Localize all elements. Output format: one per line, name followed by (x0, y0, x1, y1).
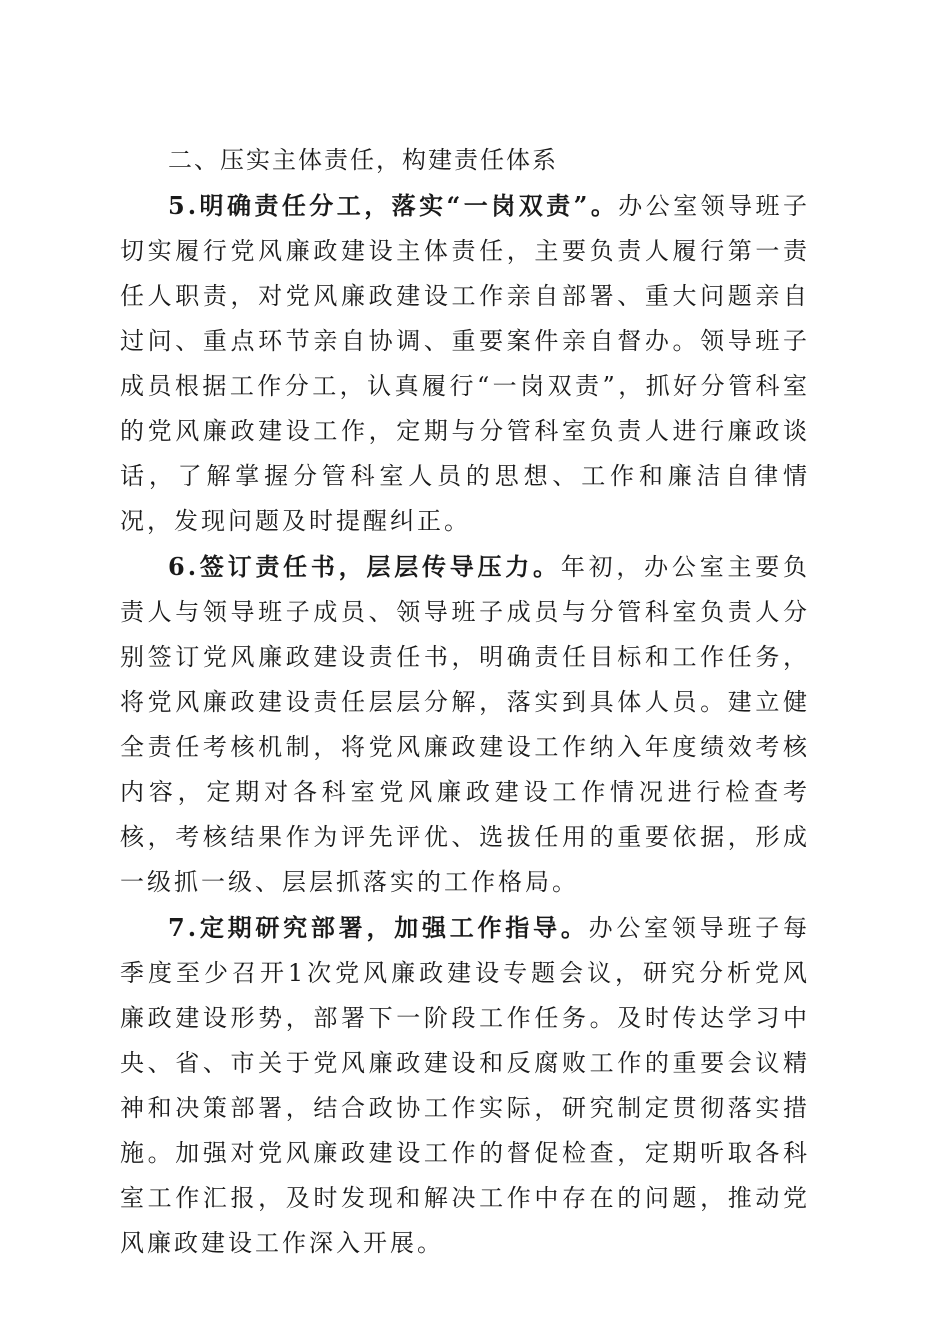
section-heading: 二、压实主体责任，构建责任体系 (168, 146, 558, 174)
paragraph-5-lead: 5.明确责任分工，落实“一岗双责”。 (168, 191, 619, 220)
paragraph-7-lead: 7.定期研究部署，加强工作指导。 (168, 913, 589, 942)
paragraph-6 (120, 544, 810, 905)
paragraph-6-body: 年初，办公室主要负责人与领导班子成员、领导班子成员与分管科室负责人分别签订党风廉政建设责任书，明确责任目标和工作任务，将党风廉政建设责任层层分解，落实到具体人员。建立健全责任考核机制，将党风廉政建设工作纳入年度绩效考核内容，定期对各科室党风廉政建设工作情况进行检查考核，考核结果作为评先评优、选拔任用的重要依据，形成一级抓一级、层层抓落实的工作格局。 (120, 553, 811, 896)
paragraph-5-body: 办公室领导班子切实履行党风廉政建设主体责任，主要负责人履行第一责任人职责，对党风廉政建设工作亲自部署、重大问题亲自过问、重点环节亲自协调、重要案件亲自督办。领导班子成员根据工作分工，认真履行“一岗双责”，抓好分管科室的党风廉政建设工作，定期与分管科室负责人进行廉政谈话，了解掌握分管科室人员的思想、工作和廉洁自律情况，发现问题及时提醒纠正。 (120, 192, 810, 535)
paragraph-7 (120, 905, 810, 1266)
paragraph-6-lead: 6.签订责任书，层层传导压力。 (168, 552, 561, 581)
paragraph-7-body: 办公室领导班子每季度至少召开1次党风廉政建设专题会议，研究分析党风廉政建设形势，部署下一阶段工作任务。及时传达学习中央、省、市关于党风廉政建设和反腐败工作的重要会议精神和决策部署，结合政协工作实际，研究制定贯彻落实措施。加强对党风廉政建设工作的督促检查，定期听取各科室工作汇报，及时发现和解决工作中存在的问题，推动党风廉政建设工作深入开展。 (120, 914, 810, 1257)
document-page (120, 138, 810, 1266)
paragraph-5 (120, 183, 810, 544)
